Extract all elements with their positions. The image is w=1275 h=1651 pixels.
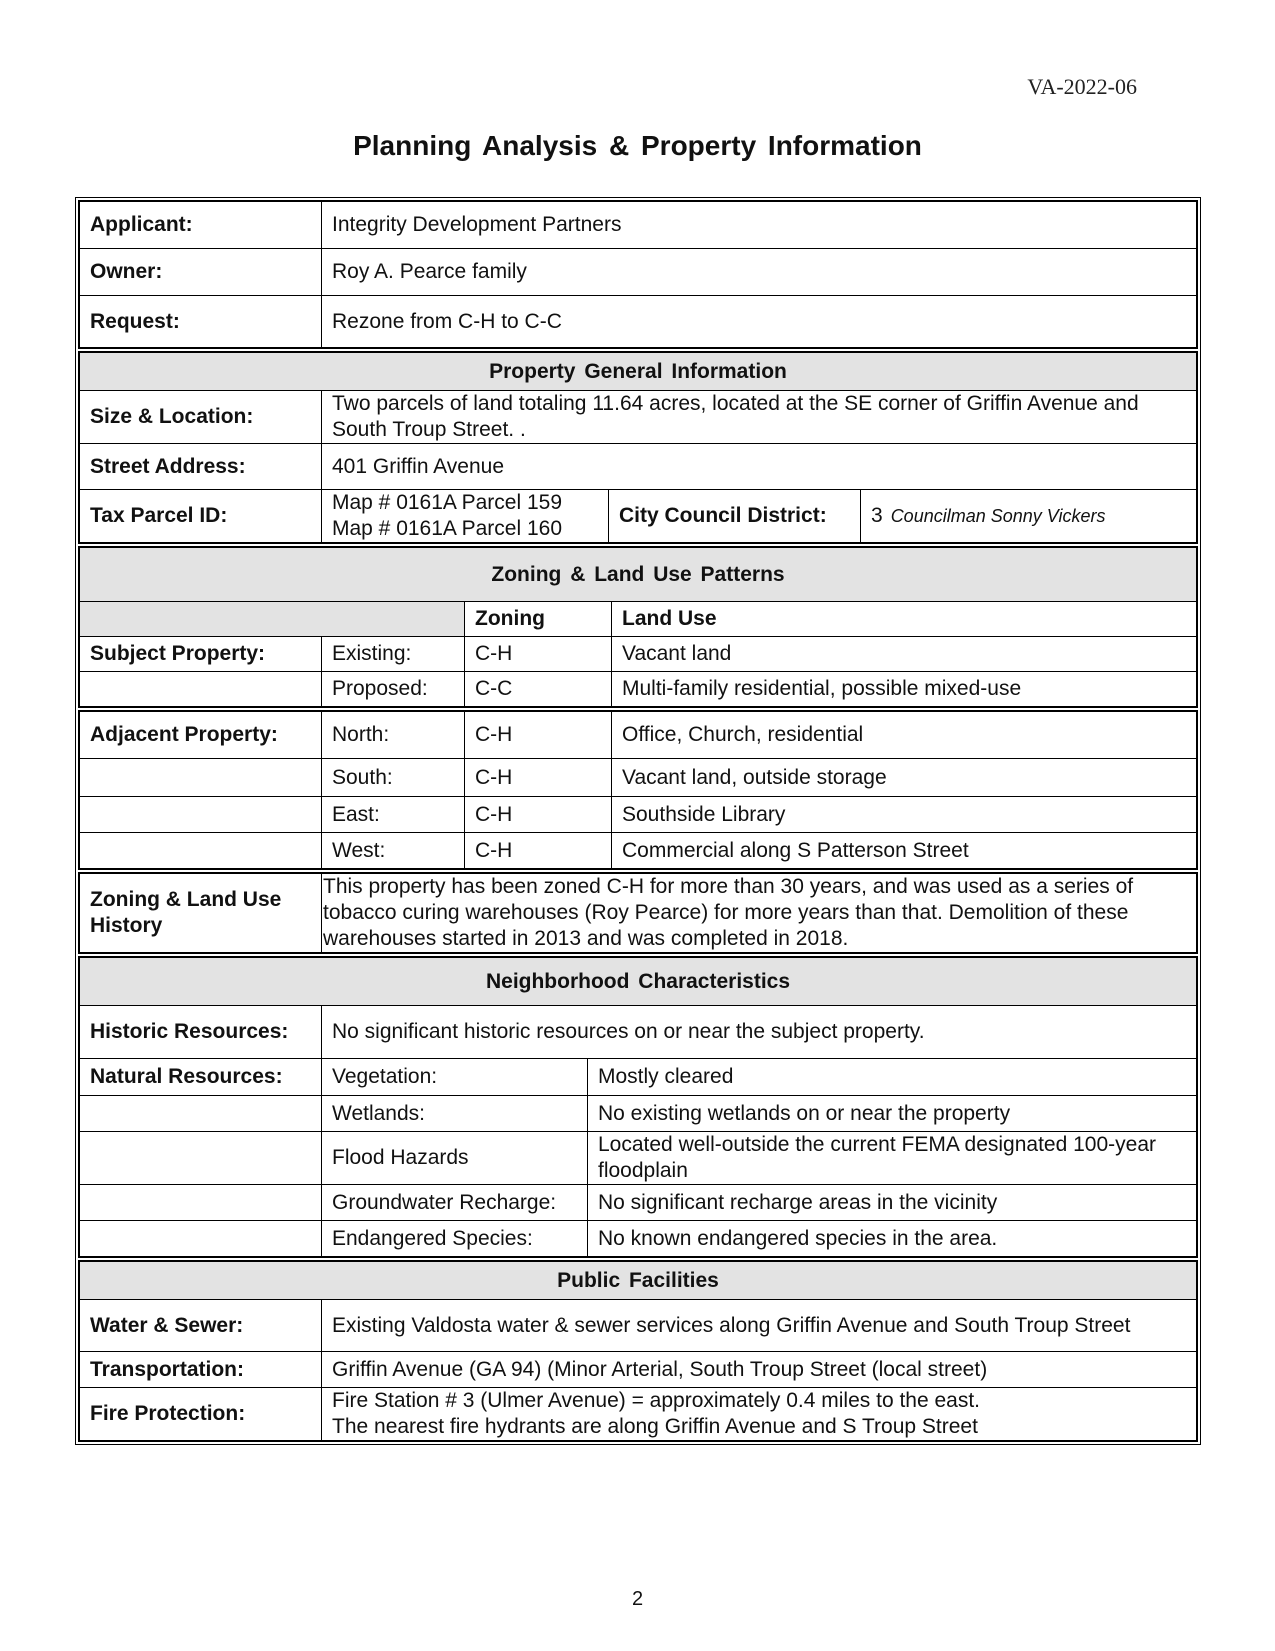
adjacent-label-blank [80, 833, 322, 869]
natural-resource-value: No significant recharge areas in the vicinity [588, 1185, 1197, 1221]
subject-land-use: Multi-family residential, possible mixed-use [612, 672, 1197, 707]
natural-resource-value: Located well-outside the current FEMA designated 100-year floodplain [588, 1132, 1197, 1185]
section-heading-neighborhood: Neighborhood Characteristics [80, 958, 1197, 1006]
adjacent-zoning: C-H [465, 833, 612, 869]
adjacent-land-use: Office, Church, residential [612, 712, 1197, 759]
natural-label-blank [80, 1221, 322, 1257]
natural-label-blank [80, 1185, 322, 1221]
adjacent-zoning: C-H [465, 797, 612, 833]
tax-parcel-value [322, 490, 609, 543]
natural-resource-item: Endangered Species: [322, 1221, 588, 1257]
neighborhood-section [78, 956, 1198, 1258]
fire-protection-row [80, 1388, 1197, 1441]
request-label: Request: [80, 296, 322, 348]
fire-protection-line-2: The nearest fire hydrants are along Griffin Avenue and S Troup Street [332, 1415, 978, 1438]
adjacent-direction: North: [322, 712, 465, 759]
council-district-label: City Council District: [609, 490, 861, 543]
subject-direction: Proposed: [322, 672, 465, 707]
natural-label-blank [80, 1132, 322, 1185]
adjacent-zoning: C-H [465, 712, 612, 759]
fire-protection-label: Fire Protection: [80, 1388, 322, 1441]
council-district-number: 3 [871, 504, 883, 527]
council-member: Councilman Sonny Vickers [890, 506, 1106, 526]
land-use-column-header: Land Use [612, 602, 1197, 637]
zoning-section [78, 546, 1198, 708]
section-heading-property-general: Property General Information [80, 353, 1197, 391]
section-heading-zoning: Zoning & Land Use Patterns [80, 548, 1197, 602]
water-sewer-label: Water & Sewer: [80, 1300, 322, 1352]
table-row [80, 1221, 1197, 1257]
table-row [80, 797, 1197, 833]
natural-label-blank [80, 1096, 322, 1132]
council-district-value [861, 490, 1197, 543]
adjacent-land-use: Southside Library [612, 797, 1197, 833]
fire-protection-value [322, 1388, 1197, 1441]
history-row [80, 874, 1197, 953]
owner-row [80, 249, 1197, 296]
table-row [80, 712, 1197, 759]
adjacent-section [78, 710, 1198, 870]
adjacent-direction: East: [322, 797, 465, 833]
natural-resource-value: No known endangered species in the area. [588, 1221, 1197, 1257]
property-general-section [78, 351, 1198, 544]
street-address-label: Street Address: [80, 444, 322, 490]
applicant-label: Applicant: [80, 202, 322, 249]
request-row [80, 296, 1197, 348]
natural-resource-value: Mostly cleared [588, 1059, 1197, 1096]
history-value: This property has been zoned C-H for more than 30 years, and was used as a series of tobacco curing warehouses (Roy Pearce) for more years than that. Demolition of these warehouses started in 2013 and was completed in 2018. [322, 874, 1197, 953]
table-row [80, 1185, 1197, 1221]
tax-parcel-label: Tax Parcel ID: [80, 490, 322, 543]
adjacent-label-blank [80, 797, 322, 833]
subject-label-blank [80, 672, 322, 707]
natural-resources-label: Natural Resources: [80, 1059, 322, 1096]
size-location-label: Size & Location: [80, 391, 322, 444]
street-address-value: 401 Griffin Avenue [322, 444, 1197, 490]
page-title: Planning Analysis & Property Information [353, 130, 922, 161]
table-row [80, 1096, 1197, 1132]
property-info-table [75, 197, 1201, 1445]
adjacent-zoning: C-H [465, 759, 612, 797]
adjacent-direction: South: [322, 759, 465, 797]
table-row [80, 672, 1197, 707]
tax-parcel-row [80, 490, 1197, 543]
applicant-section [78, 200, 1198, 349]
natural-resource-item: Wetlands: [322, 1096, 588, 1132]
zoning-column-headers [80, 602, 1197, 637]
adjacent-label-blank [80, 759, 322, 797]
zoning-column-header: Zoning [465, 602, 612, 637]
section-heading-public-facilities: Public Facilities [80, 1262, 1197, 1300]
water-sewer-value: Existing Valdosta water & sewer services along Griffin Avenue and South Troup Street [322, 1300, 1197, 1352]
subject-property-label: Subject Property: [80, 637, 322, 672]
table-row [80, 1132, 1197, 1185]
zoning-header-blank [80, 602, 465, 637]
size-location-row [80, 391, 1197, 444]
history-label: Zoning & Land Use History [80, 874, 322, 953]
table-row [80, 637, 1197, 672]
table-row [80, 759, 1197, 797]
tax-parcel-line-2: Map # 0161A Parcel 160 [332, 517, 562, 540]
historic-resources-row [80, 1006, 1197, 1059]
natural-resource-item: Vegetation: [322, 1059, 588, 1096]
transportation-row [80, 1352, 1197, 1388]
owner-value: Roy A. Pearce family [322, 249, 1197, 296]
request-value: Rezone from C-H to C-C [322, 296, 1197, 348]
history-section [78, 872, 1198, 954]
historic-resources-value: No significant historic resources on or near the subject property. [322, 1006, 1197, 1059]
historic-resources-label: Historic Resources: [80, 1006, 322, 1059]
street-address-row [80, 444, 1197, 490]
natural-resource-item: Groundwater Recharge: [322, 1185, 588, 1221]
transportation-label: Transportation: [80, 1352, 322, 1388]
adjacent-land-use: Commercial along S Patterson Street [612, 833, 1197, 869]
adjacent-direction: West: [322, 833, 465, 869]
natural-resource-value: No existing wetlands on or near the property [588, 1096, 1197, 1132]
water-sewer-row [80, 1300, 1197, 1352]
subject-zoning: C-H [465, 637, 612, 672]
applicant-row [80, 202, 1197, 249]
case-number: VA-2022-06 [1027, 74, 1137, 99]
public-facilities-section [78, 1260, 1198, 1442]
adjacent-land-use: Vacant land, outside storage [612, 759, 1197, 797]
adjacent-property-label: Adjacent Property: [80, 712, 322, 759]
owner-label: Owner: [80, 249, 322, 296]
subject-land-use: Vacant land [612, 637, 1197, 672]
subject-zoning: C-C [465, 672, 612, 707]
table-row [80, 833, 1197, 869]
natural-resource-item: Flood Hazards [322, 1132, 588, 1185]
transportation-value: Griffin Avenue (GA 94) (Minor Arterial, South Troup Street (local street) [322, 1352, 1197, 1388]
table-row [80, 1059, 1197, 1096]
size-location-value: Two parcels of land totaling 11.64 acres, located at the SE corner of Griffin Avenue and South Troup Street. . [322, 391, 1197, 444]
page-number: 2 [631, 1588, 644, 1610]
fire-protection-line-1: Fire Station # 3 (Ulmer Avenue) = approximately 0.4 miles to the east. [332, 1389, 981, 1412]
subject-direction: Existing: [322, 637, 465, 672]
applicant-value: Integrity Development Partners [322, 202, 1197, 249]
tax-parcel-line-1: Map # 0161A Parcel 159 [332, 491, 562, 514]
